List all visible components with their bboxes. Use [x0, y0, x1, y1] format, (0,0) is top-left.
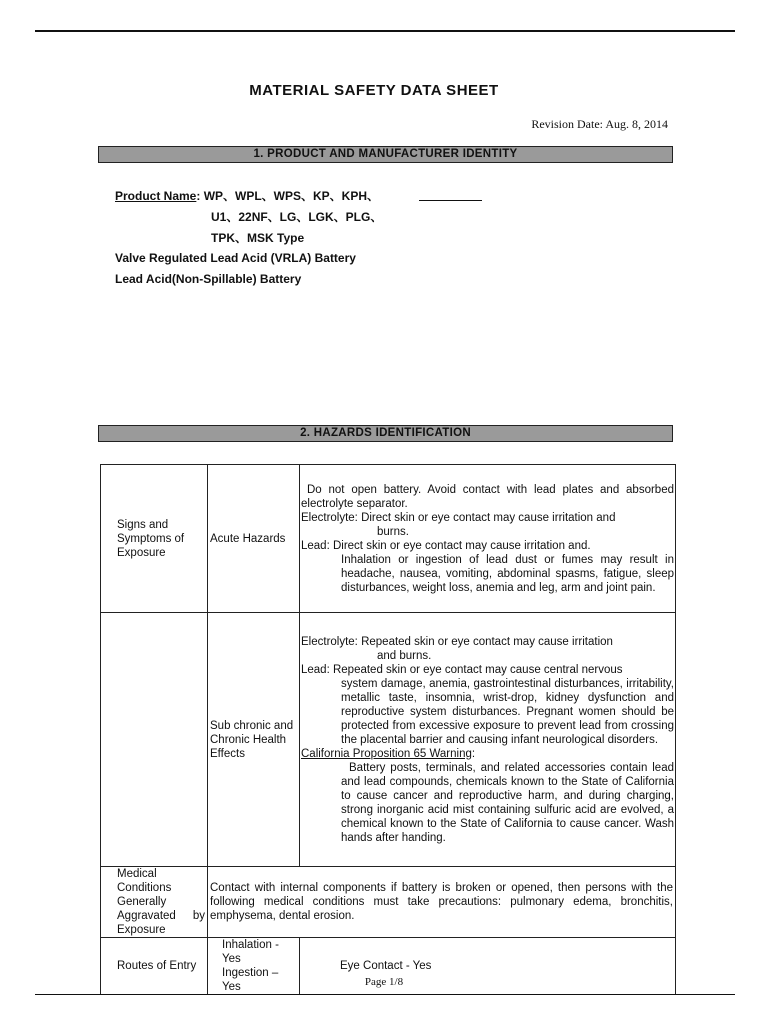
blank-fill-line — [419, 200, 482, 201]
section-2-header: 2. HAZARDS IDENTIFICATION — [98, 425, 673, 442]
table-row — [101, 867, 676, 938]
product-list-2: U1、22NF、LG、LGK、PLG、 — [211, 210, 383, 224]
document-title: MATERIAL SAFETY DATA SHEET — [249, 82, 499, 99]
chronic-effects-cell: Sub chronic and Chronic Health Effects — [208, 613, 300, 867]
product-name-line-1 — [115, 187, 379, 204]
chronic-effects-text: Electrolyte: Repeated skin or eye contact may cause irritation and burns. Lead: Repeated skin or eye contact may cause central nervous system damage, anemia, gastrointestinal disturbances, irritability, metallic taste, insomnia, wrist-drop, kidney dysfunction and reproductive system disturbances. Pregnant women should be protected from excessive exposure to prevent lead from crossing the placental barrier and causing infant neurological disorders. California Proposition 65 Warning: Battery posts, terminals, and related accessories contain lead and lead compounds, chemicals known to the State of California to cause cancer and reproductive harm, and during charging, strong inorganic acid mist containing sulfuric acid are evolved, a chemical known to the State of California to cause cancer. Wash hands after handing. — [300, 613, 676, 867]
table-row — [101, 465, 676, 613]
acute-hazards-cell: Acute Hazards — [208, 465, 300, 613]
empty-cell — [101, 613, 208, 867]
routes-eye-contact: Eye Contact - Yes — [300, 938, 676, 995]
table-row — [101, 613, 676, 867]
bottom-rule — [35, 994, 735, 995]
product-list-3: TPK、MSK Type — [211, 231, 305, 245]
product-type-vrla: Valve Regulated Lead Acid (VRLA) Battery — [115, 251, 356, 265]
product-type-nonspillable: Lead Acid(Non-Spillable) Battery — [115, 272, 302, 286]
medical-conditions-cell: Medical Conditions Generally Aggravated by Exposure — [101, 867, 208, 938]
revision-date: Revision Date: Aug. 8, 2014 — [531, 117, 668, 131]
signs-symptoms-cell: Signs and Symptoms of Exposure — [101, 465, 208, 613]
section-1-header: 1. PRODUCT AND MANUFACTURER IDENTITY — [98, 146, 673, 163]
prop65-heading: California Proposition 65 Warning — [301, 747, 472, 760]
routes-inhalation-ingestion: Inhalation -Yes Ingestion – Yes — [208, 938, 300, 995]
routes-of-entry-cell: Routes of Entry — [101, 938, 208, 995]
hazards-table — [100, 464, 676, 995]
acute-hazards-text: Do not open battery. Avoid contact with lead plates and absorbed electrolyte separator. Electrolyte: Direct skin or eye contact may cause irritation and burns. Lead: Direct skin or eye contact may cause irritation and. Inhalation or ingestion of lead dust or fumes may result in headache, nausea, vomiting, abdominal spasms, fatigue, sleep disturbances, weight loss, anemia and leg, arm and joint pain. — [300, 465, 676, 613]
page-number: Page 1/8 — [364, 976, 404, 988]
medical-conditions-text: Contact with internal components if battery is broken or opened, then persons with the following medical conditions must take precautions: pulmonary edema, bronchitis, emphysema, dental erosion. — [208, 867, 676, 938]
product-list-1: : WP、WPL、WPS、KP、KPH、 — [196, 189, 380, 203]
product-name-label: Product Name — [115, 189, 197, 203]
top-rule — [35, 30, 735, 32]
